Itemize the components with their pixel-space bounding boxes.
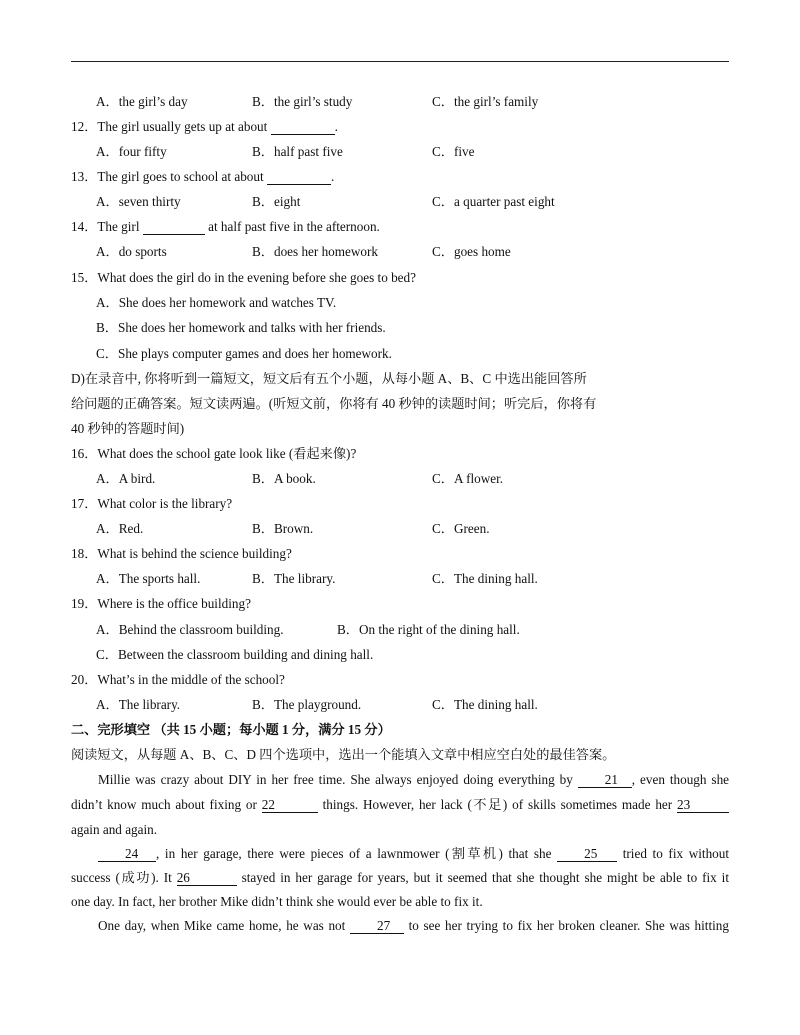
passage-text: Millie was crazy about DIY in her free time. She always enjoyed doing everything by: [98, 772, 573, 787]
q13-question: [71, 169, 334, 185]
passage-text: , in her garage, there were pieces of a lawnmower (割草机) that she: [156, 846, 552, 861]
q16-question: 16．What does the school gate look like (看起来像)?: [71, 446, 357, 461]
section-2-instruction: 阅读短文，从每题 A、B、C、D 四个选项中，选出一个能填入文章中相应空白处的最佳答案。: [71, 747, 616, 762]
blank-23: 23: [677, 798, 729, 813]
passage-line-6: one day. In fact, her brother Mike didn’t think she would ever be able to fix it.: [71, 894, 483, 909]
q19-option-a: A．Behind the classroom building.: [96, 622, 284, 637]
q17-option-a: A．Red.: [96, 521, 144, 536]
passage-text: things. However, her lack (不足) of skills sometimes made her: [322, 797, 673, 812]
q12-text: 12．The girl usually gets up at about: [71, 119, 268, 134]
q14-after: at half past five in the afternoon.: [208, 219, 380, 234]
q14-option-c: C．goes home: [432, 244, 511, 259]
q12-option-b: B．half past five: [252, 144, 343, 159]
q11-option-a: A．the girl’s day: [96, 94, 188, 109]
section-d-line3: 40 秒钟的答题时间): [71, 421, 185, 436]
q16-option-c: C．A flower.: [432, 471, 504, 486]
blank-24: 24: [98, 847, 156, 862]
q17-question: 17．What color is the library?: [71, 496, 233, 511]
section-d-line2: 给问题的正确答案。短文读两遍。(听短文前，你将有 40 秒钟的读题时间；听完后，你将有: [71, 396, 597, 411]
q14-option-a: A．do sports: [96, 244, 167, 259]
q14-blank: [143, 220, 205, 235]
q15-question: 15．What does the girl do in the evening before she goes to bed?: [71, 270, 416, 285]
q13-text: 13．The girl goes to school at about: [71, 169, 264, 184]
passage-line-4: [71, 846, 729, 862]
passage-text: didn’t know much about fixing or: [71, 797, 257, 812]
q18-option-b: B．The library.: [252, 571, 336, 586]
q17-option-b: B．Brown.: [252, 521, 314, 536]
q12-end: .: [334, 119, 338, 134]
passage-line-1: [71, 772, 729, 788]
q12-question: [71, 119, 338, 135]
section-2-title: 二、完形填空 （共 15 小题；每小题 1 分，满分 15 分）: [71, 722, 391, 737]
q14-option-b: B．does her homework: [252, 244, 378, 259]
blank-22: 22: [262, 798, 318, 813]
q20-option-a: A．The library.: [96, 697, 181, 712]
q13-option-c: C．a quarter past eight: [432, 194, 555, 209]
q18-option-a: A．The sports hall.: [96, 571, 201, 586]
q20-option-c: C．The dining hall.: [432, 697, 538, 712]
q19-question: 19．Where is the office building?: [71, 596, 251, 611]
passage-line-2: [71, 797, 729, 813]
header-rule: [71, 61, 729, 62]
q17-option-c: C．Green.: [432, 521, 490, 536]
q11-option-b: B．the girl’s study: [252, 94, 353, 109]
q20-question: 20．What’s in the middle of the school?: [71, 672, 285, 687]
q11-option-c: C．the girl’s family: [432, 94, 539, 109]
q19-option-b: B．On the right of the dining hall.: [337, 622, 520, 637]
q13-end: .: [330, 169, 335, 184]
q12-blank: [271, 120, 335, 135]
q18-question: 18．What is behind the science building?: [71, 546, 292, 561]
q15-option-b: B．She does her homework and talks with her friends.: [96, 320, 386, 335]
q16-option-a: A．A bird.: [96, 471, 156, 486]
q19-option-c: C．Between the classroom building and dining hall.: [96, 647, 374, 662]
passage-text: tried to fix without: [622, 846, 730, 861]
q13-option-b: B．eight: [252, 194, 301, 209]
blank-21: 21: [578, 773, 632, 788]
passage-text: One day, when Mike came home, he was not: [98, 918, 346, 933]
passage-line-7: [71, 918, 729, 934]
q14-before: 14．The girl: [71, 219, 140, 234]
blank-26: 26: [177, 871, 237, 886]
q13-blank: [267, 170, 331, 185]
section-d-line1: D)在录音中, 你将听到一篇短文，短文后有五个小题，从每小题 A、B、C 中选出能回答所: [71, 371, 587, 386]
passage-text: , even though she: [631, 772, 730, 787]
passage-line-3: again and again.: [71, 822, 158, 837]
blank-27: 27: [350, 919, 404, 934]
q12-option-a: A．four fifty: [96, 144, 167, 159]
q12-option-c: C．five: [432, 144, 475, 159]
q14-question: [71, 219, 380, 235]
q18-option-c: C．The dining hall.: [432, 571, 538, 586]
passage-text: stayed in her garage for years, but it seemed that she thought she might be able to fix it: [241, 870, 730, 885]
q20-option-b: B．The playground.: [252, 697, 362, 712]
q15-option-c: C．She plays computer games and does her homework.: [96, 346, 392, 361]
blank-25: 25: [557, 847, 617, 862]
q16-option-b: B．A book.: [252, 471, 316, 486]
q13-option-a: A．seven thirty: [96, 194, 181, 209]
passage-line-5: [71, 870, 729, 886]
passage-text: to see her trying to fix her broken cleaner. She was hitting: [408, 918, 729, 933]
passage-text: success (成功). It: [71, 870, 172, 885]
q15-option-a: A．She does her homework and watches TV.: [96, 295, 337, 310]
